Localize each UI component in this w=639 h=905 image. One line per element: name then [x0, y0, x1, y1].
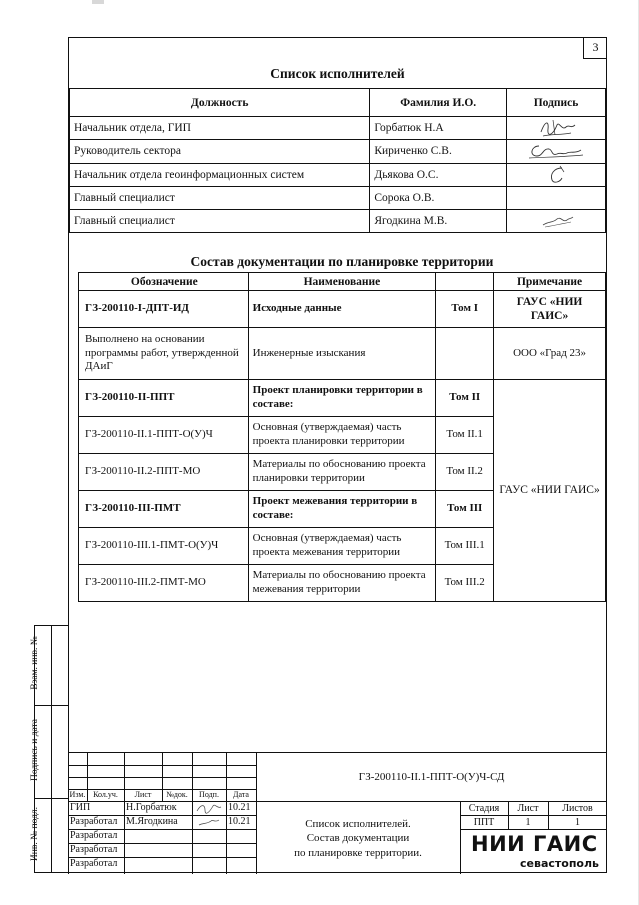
- signature-cell: [507, 210, 606, 233]
- code-cell: ГЗ-200110-II.2-ППТ-МО: [79, 454, 249, 491]
- name-cell: Исходные данные: [248, 291, 436, 328]
- volume-cell: Том II: [436, 380, 494, 417]
- stamp-sheet-title: [256, 817, 460, 860]
- documents-table: [78, 272, 606, 602]
- header-note: Примечание: [494, 273, 606, 291]
- table-row: [79, 380, 606, 417]
- stamp-date: 10.21: [228, 802, 251, 813]
- stamp-sheet-label: Лист: [517, 803, 539, 814]
- handwritten-signature: [531, 117, 581, 139]
- header-signature: Подпись: [507, 89, 606, 117]
- volume-cell: Том II.1: [436, 417, 494, 454]
- name-cell: Проект планировки территории в составе:: [248, 380, 436, 417]
- volume-cell: Том III: [436, 491, 494, 528]
- stamp-stage-value: ППТ: [473, 817, 495, 828]
- stamp-title-line: по планировке территории.: [294, 846, 422, 859]
- stamp-role: Разработал: [70, 816, 118, 827]
- stamp-signature: [193, 801, 225, 815]
- name-cell: Материалы по обоснованию проекта межевания территории: [248, 565, 436, 602]
- name-cell: Инженерные изыскания: [248, 328, 436, 380]
- table-row: [70, 140, 606, 163]
- table-row: [79, 328, 606, 380]
- code-cell: ГЗ-200110-I-ДПТ-ИД: [79, 291, 249, 328]
- stamp-role: Разработал: [70, 830, 118, 841]
- stamp-title-line: Список исполнителей.: [305, 818, 411, 830]
- position-cell: Главный специалист: [70, 186, 370, 209]
- stamp-name: Н.Горбатюк: [126, 802, 177, 813]
- code-cell: ГЗ-200110-II-ППТ: [79, 380, 249, 417]
- stamp-name: М.Ягодкина: [126, 816, 178, 827]
- stamp-role: ГИП: [70, 802, 91, 813]
- header-volume: [436, 273, 494, 291]
- code-cell: ГЗ-200110-III.2-ПМТ-МО: [79, 565, 249, 602]
- stamp-header-doc-no: №док.: [166, 790, 188, 799]
- header-name: Наименование: [248, 273, 436, 291]
- stamp-role: Разработал: [70, 858, 118, 869]
- signature-cell: [507, 117, 606, 140]
- stamp-sheets-label: Листов: [562, 803, 593, 814]
- note-cell: ООО «Град 23»: [494, 328, 606, 380]
- volume-cell: Том III.1: [436, 528, 494, 565]
- side-label-inv-orig: Инв. № подл.: [29, 806, 40, 862]
- stamp-header-signature: Подп.: [199, 790, 219, 799]
- merged-note-cell: ГАУС «НИИ ГАИС»: [494, 380, 606, 602]
- title-block: [68, 752, 607, 873]
- table-row: [79, 291, 606, 328]
- name-cell: Материалы по обоснованию проекта планировки территории: [248, 454, 436, 491]
- handwritten-signature: [193, 815, 223, 829]
- header-position: Должность: [70, 89, 370, 117]
- stamp-role: Разработал: [70, 844, 118, 855]
- note-cell: ГАУС «НИИ ГАИС»: [494, 291, 606, 328]
- side-label-replace-inv: Взам. инв. №: [29, 636, 40, 690]
- name-cell: Кириченко С.В.: [370, 140, 507, 163]
- name-cell: Дьякова О.С.: [370, 163, 507, 186]
- signature-cell: [507, 163, 606, 186]
- stamp-signature: [193, 815, 225, 829]
- name-cell: Ягодкина М.В.: [370, 210, 507, 233]
- header-code: Обозначение: [79, 273, 249, 291]
- code-cell: Выполнено на основании программы работ, утвержденной ДАиГ: [79, 328, 249, 380]
- handwritten-signature: [521, 140, 591, 162]
- stamp-header-sheet: Лист: [134, 790, 152, 799]
- stamp-header-count: Кол.уч.: [93, 790, 118, 799]
- name-cell: Основная (утверждаемая) часть проекта планировки территории: [248, 417, 436, 454]
- signature-cell: [507, 140, 606, 163]
- position-cell: Главный специалист: [70, 210, 370, 233]
- stamp-document-code: ГЗ-200110-II.1-ППТ-О(У)Ч-СД: [358, 771, 505, 783]
- handwritten-signature: [531, 211, 581, 231]
- name-cell: Основная (утверждаемая) часть проекта межевания территории: [248, 528, 436, 565]
- stamp-header-date: Дата: [233, 790, 249, 799]
- volume-cell: Том III.2: [436, 565, 494, 602]
- position-cell: Начальник отдела, ГИП: [70, 117, 370, 140]
- signature-cell: [507, 186, 606, 209]
- volume-cell: [436, 328, 494, 380]
- name-cell: Горбатюк Н.А: [370, 117, 507, 140]
- header-name: Фамилия И.О.: [370, 89, 507, 117]
- table-row: [70, 117, 606, 140]
- scan-artifact: [92, 0, 104, 4]
- executors-table: [69, 88, 606, 233]
- handwritten-signature: [536, 164, 576, 186]
- executors-title: Список исполнителей: [270, 66, 405, 81]
- stamp-header-change: Изм.: [69, 790, 86, 799]
- volume-cell: Том II.2: [436, 454, 494, 491]
- sheet-number: 3: [583, 37, 607, 59]
- table-header-row: [70, 89, 606, 117]
- code-cell: ГЗ-200110-III-ПМТ: [79, 491, 249, 528]
- position-cell: Начальник отдела геоинформационных систем: [70, 163, 370, 186]
- table-row: [70, 186, 606, 209]
- code-cell: ГЗ-200110-II.1-ППТ-О(У)Ч: [79, 417, 249, 454]
- position-cell: Руководитель сектора: [70, 140, 370, 163]
- stamp-sheet-value: 1: [525, 817, 531, 828]
- stamp-date: 10.21: [228, 816, 251, 827]
- org-logo: НИИ ГАИС: [471, 832, 598, 856]
- table-header-row: [79, 273, 606, 291]
- table-row: [70, 210, 606, 233]
- name-cell: Проект межевания территории в составе:: [248, 491, 436, 528]
- stamp-sheets-value: 1: [575, 817, 580, 828]
- stamp-title-line: Состав документации: [306, 832, 410, 845]
- org-city: севастополь: [520, 857, 599, 870]
- handwritten-signature: [193, 801, 223, 815]
- table-row: [70, 163, 606, 186]
- side-label-sign-date: Подпись и дата: [29, 719, 40, 782]
- documents-title: Состав документации по планировке территории: [190, 254, 494, 269]
- volume-cell: Том I: [436, 291, 494, 328]
- stamp-stage-label: Стадия: [468, 803, 500, 814]
- name-cell: Сорока О.В.: [370, 186, 507, 209]
- code-cell: ГЗ-200110-III.1-ПМТ-О(У)Ч: [79, 528, 249, 565]
